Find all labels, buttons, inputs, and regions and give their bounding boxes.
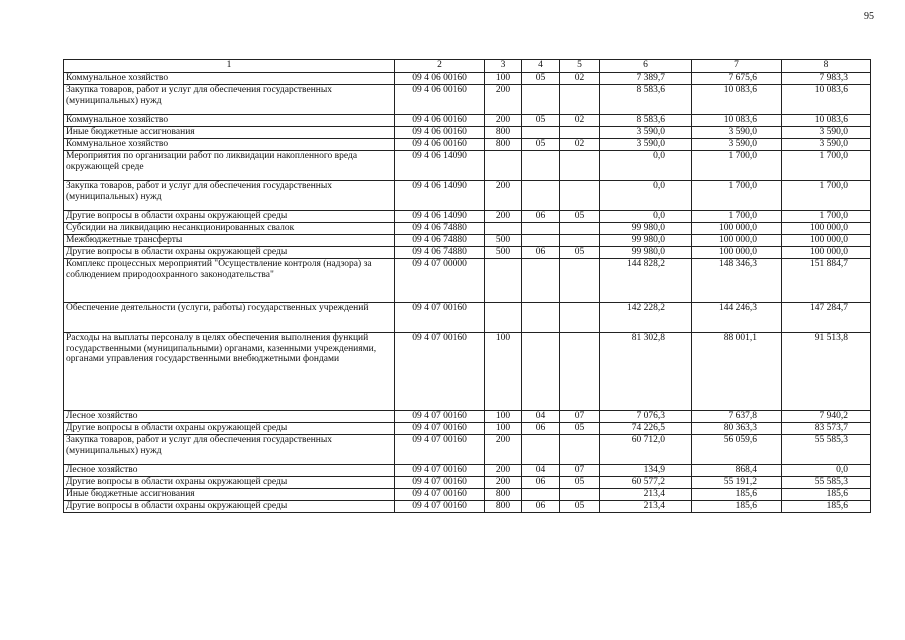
section-cell: 05 (522, 115, 560, 127)
budget-table (63, 59, 871, 513)
column-header: 1 (64, 60, 395, 73)
value-col7-cell: 868,4 (692, 465, 782, 477)
section-cell: 06 (522, 211, 560, 223)
value-col8-cell: 1 700,0 (782, 211, 871, 223)
table-row (64, 333, 871, 411)
subsection-cell (560, 303, 600, 333)
target-code-cell: 09 4 06 74880 (395, 247, 485, 259)
subsection-cell (560, 333, 600, 411)
target-code-cell: 09 4 07 00160 (395, 489, 485, 501)
table-body (64, 73, 871, 513)
value-col8-cell: 100 000,0 (782, 223, 871, 235)
target-code-cell: 09 4 06 14090 (395, 211, 485, 223)
section-cell (522, 151, 560, 181)
value-col7-cell: 88 001,1 (692, 333, 782, 411)
value-col7-cell: 56 059,6 (692, 435, 782, 465)
value-col6-cell: 7 076,3 (600, 411, 692, 423)
value-col7-cell: 185,6 (692, 501, 782, 513)
value-col8-cell: 3 590,0 (782, 139, 871, 151)
value-col8-cell: 55 585,3 (782, 477, 871, 489)
value-col8-cell: 83 573,7 (782, 423, 871, 435)
subsection-cell: 02 (560, 115, 600, 127)
table-row (64, 235, 871, 247)
row-name-cell: Лесное хозяйство (64, 465, 395, 477)
value-col7-cell: 1 700,0 (692, 151, 782, 181)
target-code-cell: 09 4 07 00000 (395, 259, 485, 303)
subsection-cell (560, 127, 600, 139)
section-cell (522, 259, 560, 303)
value-col7-cell: 144 246,3 (692, 303, 782, 333)
expense-type-cell (485, 151, 522, 181)
row-name-cell: Закупка товаров, работ и услуг для обеспечения государственных (муниципальных) нужд (64, 435, 395, 465)
expense-type-cell: 200 (485, 435, 522, 465)
subsection-cell (560, 181, 600, 211)
target-code-cell: 09 4 07 00160 (395, 423, 485, 435)
section-cell (522, 303, 560, 333)
table-row (64, 411, 871, 423)
subsection-cell (560, 435, 600, 465)
target-code-cell: 09 4 06 14090 (395, 181, 485, 211)
table-row (64, 211, 871, 223)
row-name-cell: Закупка товаров, работ и услуг для обеспечения государственных (муниципальных) нужд (64, 181, 395, 211)
column-header: 8 (782, 60, 871, 73)
expense-type-cell: 200 (485, 115, 522, 127)
value-col7-cell: 10 083,6 (692, 115, 782, 127)
value-col6-cell: 144 828,2 (600, 259, 692, 303)
section-cell: 05 (522, 73, 560, 85)
target-code-cell: 09 4 06 00160 (395, 73, 485, 85)
row-name-cell: Другие вопросы в области охраны окружающей среды (64, 247, 395, 259)
section-cell (522, 235, 560, 247)
row-name-cell: Другие вопросы в области охраны окружающей среды (64, 501, 395, 513)
target-code-cell: 09 4 07 00160 (395, 477, 485, 489)
row-name-cell: Мероприятия по организации работ по ликвидации накопленного вреда окружающей среде (64, 151, 395, 181)
row-name-cell: Другие вопросы в области охраны окружающей среды (64, 211, 395, 223)
value-col6-cell: 81 302,8 (600, 333, 692, 411)
column-header: 2 (395, 60, 485, 73)
target-code-cell: 09 4 06 00160 (395, 127, 485, 139)
section-cell: 04 (522, 411, 560, 423)
section-cell: 04 (522, 465, 560, 477)
column-header: 4 (522, 60, 560, 73)
value-col7-cell: 80 363,3 (692, 423, 782, 435)
subsection-cell (560, 151, 600, 181)
target-code-cell: 09 4 06 74880 (395, 223, 485, 235)
table-row (64, 465, 871, 477)
value-col8-cell: 1 700,0 (782, 151, 871, 181)
subsection-cell: 05 (560, 211, 600, 223)
row-name-cell: Субсидии на ликвидацию несанкционированных свалок (64, 223, 395, 235)
row-name-cell: Комплекс процессных мероприятий "Осуществление контроля (надзора) за соблюдением природоохранного законодательства" (64, 259, 395, 303)
value-col6-cell: 60 577,2 (600, 477, 692, 489)
column-header: 3 (485, 60, 522, 73)
value-col8-cell: 55 585,3 (782, 435, 871, 465)
section-cell (522, 489, 560, 501)
value-col8-cell: 3 590,0 (782, 127, 871, 139)
value-col6-cell: 74 226,5 (600, 423, 692, 435)
row-name-cell: Другие вопросы в области охраны окружающей среды (64, 477, 395, 489)
value-col8-cell: 0,0 (782, 465, 871, 477)
expense-type-cell: 200 (485, 85, 522, 115)
expense-type-cell: 100 (485, 73, 522, 85)
subsection-cell: 05 (560, 501, 600, 513)
value-col6-cell: 8 583,6 (600, 85, 692, 115)
value-col6-cell: 0,0 (600, 181, 692, 211)
section-cell: 06 (522, 501, 560, 513)
expense-type-cell: 500 (485, 235, 522, 247)
expense-type-cell: 500 (485, 247, 522, 259)
subsection-cell (560, 235, 600, 247)
subsection-cell: 02 (560, 73, 600, 85)
subsection-cell: 05 (560, 247, 600, 259)
table-row (64, 127, 871, 139)
row-name-cell: Коммунальное хозяйство (64, 139, 395, 151)
section-cell (522, 85, 560, 115)
target-code-cell: 09 4 06 00160 (395, 115, 485, 127)
table-row (64, 73, 871, 85)
expense-type-cell: 800 (485, 139, 522, 151)
value-col8-cell: 1 700,0 (782, 181, 871, 211)
value-col7-cell: 3 590,0 (692, 139, 782, 151)
section-cell: 06 (522, 477, 560, 489)
target-code-cell: 09 4 07 00160 (395, 411, 485, 423)
section-cell: 06 (522, 247, 560, 259)
expense-type-cell (485, 259, 522, 303)
expense-type-cell (485, 303, 522, 333)
value-col8-cell: 147 284,7 (782, 303, 871, 333)
expense-type-cell: 800 (485, 127, 522, 139)
subsection-cell: 07 (560, 465, 600, 477)
section-cell (522, 333, 560, 411)
row-name-cell: Обеспечение деятельности (услуги, работы) государственных учреждений (64, 303, 395, 333)
table-row (64, 259, 871, 303)
subsection-cell (560, 489, 600, 501)
value-col7-cell: 7 675,6 (692, 73, 782, 85)
target-code-cell: 09 4 07 00160 (395, 465, 485, 477)
value-col8-cell: 10 083,6 (782, 85, 871, 115)
value-col6-cell: 7 389,7 (600, 73, 692, 85)
section-cell: 06 (522, 423, 560, 435)
value-col6-cell: 99 980,0 (600, 235, 692, 247)
value-col7-cell: 55 191,2 (692, 477, 782, 489)
row-name-cell: Иные бюджетные ассигнования (64, 127, 395, 139)
subsection-cell: 02 (560, 139, 600, 151)
target-code-cell: 09 4 07 00160 (395, 303, 485, 333)
table-row (64, 223, 871, 235)
subsection-cell: 07 (560, 411, 600, 423)
column-header: 7 (692, 60, 782, 73)
row-name-cell: Коммунальное хозяйство (64, 73, 395, 85)
row-name-cell: Закупка товаров, работ и услуг для обеспечения государственных (муниципальных) нужд (64, 85, 395, 115)
value-col6-cell: 99 980,0 (600, 247, 692, 259)
value-col8-cell: 151 884,7 (782, 259, 871, 303)
section-cell (522, 435, 560, 465)
table-row (64, 489, 871, 501)
subsection-cell: 05 (560, 477, 600, 489)
header-row (64, 60, 871, 73)
subsection-cell (560, 223, 600, 235)
section-cell (522, 181, 560, 211)
section-cell (522, 223, 560, 235)
value-col7-cell: 100 000,0 (692, 235, 782, 247)
column-header: 6 (600, 60, 692, 73)
value-col8-cell: 7 940,2 (782, 411, 871, 423)
expense-type-cell (485, 223, 522, 235)
value-col6-cell: 213,4 (600, 489, 692, 501)
section-cell: 05 (522, 139, 560, 151)
table-row (64, 501, 871, 513)
value-col8-cell: 100 000,0 (782, 247, 871, 259)
value-col7-cell: 10 083,6 (692, 85, 782, 115)
target-code-cell: 09 4 07 00160 (395, 435, 485, 465)
target-code-cell: 09 4 06 00160 (395, 139, 485, 151)
value-col7-cell: 100 000,0 (692, 247, 782, 259)
table-row (64, 115, 871, 127)
expense-type-cell: 100 (485, 423, 522, 435)
value-col8-cell: 185,6 (782, 489, 871, 501)
subsection-cell (560, 259, 600, 303)
row-name-cell: Межбюджетные трансферты (64, 235, 395, 247)
expense-type-cell: 100 (485, 411, 522, 423)
value-col6-cell: 99 980,0 (600, 223, 692, 235)
value-col7-cell: 1 700,0 (692, 181, 782, 211)
row-name-cell: Лесное хозяйство (64, 411, 395, 423)
expense-type-cell: 200 (485, 211, 522, 223)
expense-type-cell: 800 (485, 501, 522, 513)
row-name-cell: Иные бюджетные ассигнования (64, 489, 395, 501)
row-name-cell: Другие вопросы в области охраны окружающей среды (64, 423, 395, 435)
table-row (64, 247, 871, 259)
table-row (64, 151, 871, 181)
value-col8-cell: 10 083,6 (782, 115, 871, 127)
value-col7-cell: 1 700,0 (692, 211, 782, 223)
value-col6-cell: 213,4 (600, 501, 692, 513)
value-col6-cell: 0,0 (600, 211, 692, 223)
expense-type-cell: 200 (485, 477, 522, 489)
value-col6-cell: 0,0 (600, 151, 692, 181)
subsection-cell: 05 (560, 423, 600, 435)
expense-type-cell: 200 (485, 181, 522, 211)
value-col6-cell: 60 712,0 (600, 435, 692, 465)
table-row (64, 85, 871, 115)
value-col8-cell: 91 513,8 (782, 333, 871, 411)
value-col8-cell: 100 000,0 (782, 235, 871, 247)
target-code-cell: 09 4 06 14090 (395, 151, 485, 181)
value-col8-cell: 7 983,3 (782, 73, 871, 85)
column-header: 5 (560, 60, 600, 73)
subsection-cell (560, 85, 600, 115)
section-cell (522, 127, 560, 139)
value-col7-cell: 100 000,0 (692, 223, 782, 235)
value-col7-cell: 185,6 (692, 489, 782, 501)
target-code-cell: 09 4 07 00160 (395, 333, 485, 411)
value-col6-cell: 3 590,0 (600, 127, 692, 139)
value-col6-cell: 3 590,0 (600, 139, 692, 151)
value-col6-cell: 142 228,2 (600, 303, 692, 333)
value-col7-cell: 7 637,8 (692, 411, 782, 423)
value-col7-cell: 148 346,3 (692, 259, 782, 303)
table-row (64, 435, 871, 465)
table-row (64, 477, 871, 489)
expense-type-cell: 200 (485, 465, 522, 477)
table-row (64, 139, 871, 151)
table-row (64, 181, 871, 211)
row-name-cell: Коммунальное хозяйство (64, 115, 395, 127)
target-code-cell: 09 4 06 00160 (395, 85, 485, 115)
table-row (64, 423, 871, 435)
target-code-cell: 09 4 06 74880 (395, 235, 485, 247)
value-col6-cell: 134,9 (600, 465, 692, 477)
value-col6-cell: 8 583,6 (600, 115, 692, 127)
target-code-cell: 09 4 07 00160 (395, 501, 485, 513)
value-col8-cell: 185,6 (782, 501, 871, 513)
value-col7-cell: 3 590,0 (692, 127, 782, 139)
expense-type-cell: 800 (485, 489, 522, 501)
row-name-cell: Расходы на выплаты персоналу в целях обеспечения выполнения функций государственными (муниципальными) органами, казенными учреждениями, органами управления государственными внебюджетными фондами (64, 333, 395, 411)
expense-type-cell: 100 (485, 333, 522, 411)
page-number: 95 (864, 11, 874, 22)
table-row (64, 303, 871, 333)
